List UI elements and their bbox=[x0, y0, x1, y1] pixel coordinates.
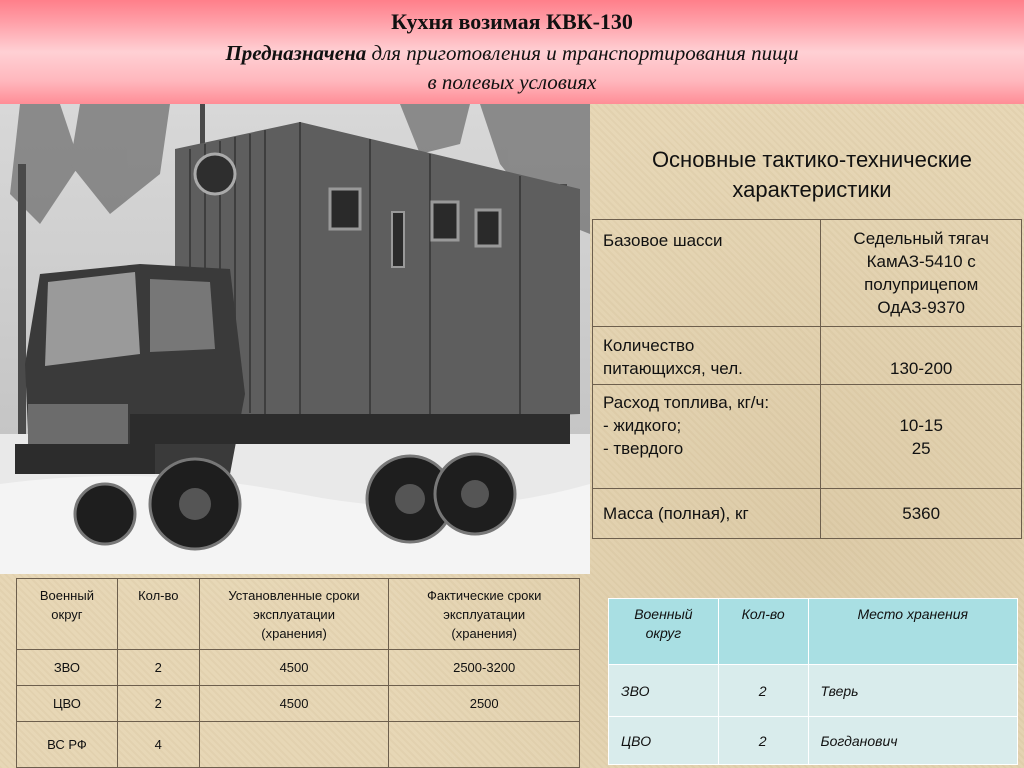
specs-row bbox=[593, 385, 1022, 489]
header-banner bbox=[0, 0, 1024, 104]
subtitle-bold: Предназначена bbox=[225, 41, 367, 65]
table-cell: ЗВО bbox=[17, 650, 118, 686]
specs-table bbox=[592, 219, 1022, 539]
header-line: округ bbox=[645, 625, 682, 641]
column-header bbox=[389, 579, 580, 650]
table-header-row bbox=[609, 599, 1018, 665]
spec-value-line: 10-15 bbox=[899, 415, 943, 435]
spec-value-line: 25 bbox=[911, 438, 931, 458]
subtitle-rest: для приготовления и транспортирования пищи bbox=[366, 41, 799, 65]
spec-value-line: Седельный тягач bbox=[853, 229, 989, 248]
spec-label bbox=[593, 489, 821, 539]
spec-value bbox=[821, 220, 1022, 327]
table-cell: 2 bbox=[117, 650, 199, 686]
spec-label bbox=[593, 385, 821, 489]
specs-row bbox=[593, 489, 1022, 539]
spec-label bbox=[593, 220, 821, 327]
spec-label-line: Расход топлива, кг/ч: bbox=[603, 393, 770, 412]
header-line: (хранения) bbox=[261, 626, 327, 641]
column-header bbox=[718, 599, 808, 665]
specs-title: Основные тактико-технические характеристики bbox=[651, 147, 973, 202]
header-line: Кол-во bbox=[741, 606, 785, 622]
table-cell: ВС РФ bbox=[17, 722, 118, 768]
header-line: эксплуатации bbox=[443, 607, 526, 622]
table-cell: 2 bbox=[117, 686, 199, 722]
table-cell: 4 bbox=[117, 722, 199, 768]
page-subtitle-line2: в полевых условиях bbox=[427, 70, 597, 94]
table-cell bbox=[389, 722, 580, 768]
spec-value bbox=[821, 327, 1022, 385]
spec-value-line: полуприцепом bbox=[864, 275, 979, 294]
table-cell: 4500 bbox=[199, 686, 389, 722]
column-header bbox=[117, 579, 199, 650]
spec-value-line: КамАЗ-5410 с bbox=[866, 252, 976, 271]
header-line: (хранения) bbox=[451, 626, 517, 641]
table-cell: 2500 bbox=[389, 686, 580, 722]
spec-label-line: Количество bbox=[603, 336, 695, 355]
column-header bbox=[199, 579, 389, 650]
spec-value-line: 130-200 bbox=[889, 359, 953, 378]
spec-value-line: 5360 bbox=[902, 503, 941, 523]
truck-photo bbox=[0, 104, 590, 574]
spec-label-line: Масса (полная), кг bbox=[603, 504, 749, 523]
table-cell: 2 bbox=[718, 665, 808, 717]
table-cell: ЦВО bbox=[609, 717, 719, 765]
spec-label bbox=[593, 327, 821, 385]
table-cell: 2500-3200 bbox=[389, 650, 580, 686]
table-header-row bbox=[17, 579, 580, 650]
header-line: эксплуатации bbox=[253, 607, 335, 622]
header-line: Военный bbox=[634, 606, 693, 622]
page-title: Кухня возимая КВК-130 bbox=[391, 9, 633, 34]
spec-value bbox=[821, 489, 1022, 539]
table-row bbox=[17, 722, 580, 768]
spec-value bbox=[821, 385, 1022, 489]
spec-label-line: - твердого bbox=[603, 439, 684, 458]
table-row bbox=[17, 650, 580, 686]
table-row bbox=[609, 665, 1018, 717]
header-line: Установленные сроки bbox=[228, 588, 360, 603]
table-row bbox=[17, 686, 580, 722]
spec-label-line: - жидкого; bbox=[603, 416, 682, 435]
header-line: Место хранения bbox=[857, 606, 969, 622]
column-header bbox=[808, 599, 1017, 665]
header-line: Фактические сроки bbox=[426, 588, 542, 603]
table-cell: 2 bbox=[718, 717, 808, 765]
specs-row bbox=[593, 220, 1022, 327]
specs-row bbox=[593, 327, 1022, 385]
table-cell: Богданович bbox=[808, 717, 1017, 765]
table-cell: 4500 bbox=[199, 650, 389, 686]
column-header bbox=[17, 579, 118, 650]
table-row bbox=[609, 717, 1018, 765]
spec-label-line: питающихся, чел. bbox=[603, 359, 743, 378]
header-line: Кол-во bbox=[138, 588, 179, 603]
table-cell: ЗВО bbox=[609, 665, 719, 717]
storage-table bbox=[608, 598, 1018, 765]
page-subtitle bbox=[0, 41, 1024, 66]
table-cell bbox=[199, 722, 389, 768]
header-line: Военный bbox=[39, 588, 94, 603]
service-life-table bbox=[16, 578, 580, 768]
table-cell: Тверь bbox=[808, 665, 1017, 717]
header-line: округ bbox=[51, 607, 83, 622]
column-header bbox=[609, 599, 719, 665]
spec-label-line: Базовое шасси bbox=[603, 231, 723, 250]
table-cell: ЦВО bbox=[17, 686, 118, 722]
spec-value-line: ОдАЗ-9370 bbox=[877, 298, 966, 317]
